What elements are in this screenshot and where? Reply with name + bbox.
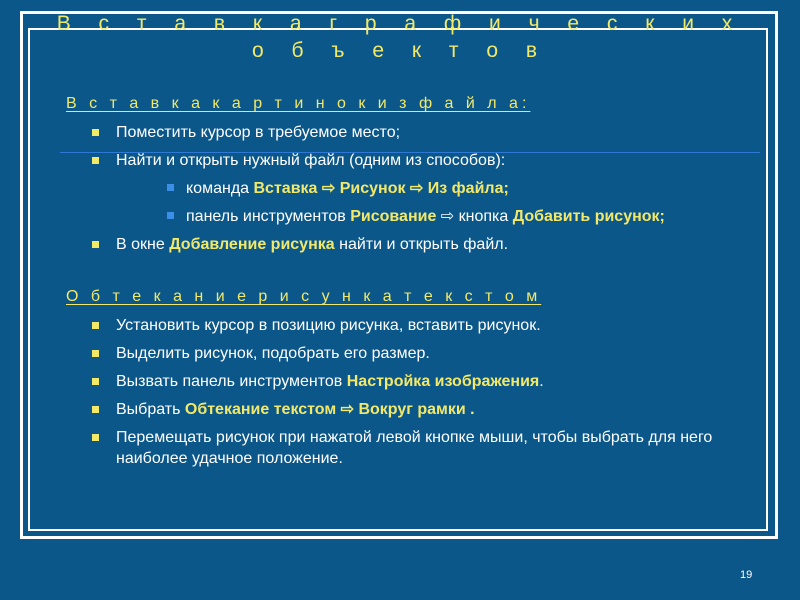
slide-title: В с т а в к а г р а ф и ч е с к и х о б ъ е к т о в bbox=[56, 12, 744, 62]
list-item: Перемещать рисунок при нажатой левой кнопке мыши, чтобы выбрать для него наиболее удачное положение. bbox=[66, 427, 726, 469]
list-item: В окне Добавление рисунка найти и открыть файл. bbox=[66, 234, 726, 255]
list-item: Вызвать панель инструментов Настройка изображения. bbox=[66, 371, 726, 392]
list-insert-steps bbox=[66, 122, 726, 255]
list-item: Установить курсор в позицию рисунка, вставить рисунок. bbox=[66, 315, 726, 336]
sublist-item: панель инструментов Рисование ⇨ кнопка Добавить рисунок; bbox=[186, 206, 726, 227]
list-wrap-steps bbox=[66, 315, 726, 469]
page-number: 19 bbox=[740, 569, 753, 581]
list-item: Поместить курсор в требуемое место; bbox=[66, 122, 726, 143]
list-item: Найти и открыть нужный файл (одним из способов): команда Вставка ⇨ Рисунок ⇨ Из файла; панель инструментов Рисование ⇨ кнопка Добавить рисунок; bbox=[66, 150, 726, 227]
list-item: Выделить рисунок, подобрать его размер. bbox=[66, 343, 726, 364]
list-item: Выбрать Обтекание текстом ⇨ Вокруг рамки . bbox=[66, 399, 726, 420]
sublist-item: команда Вставка ⇨ Рисунок ⇨ Из файла; bbox=[186, 178, 726, 199]
slide-content bbox=[66, 92, 726, 476]
section-heading-text-wrap: О б т е к а н и е р и с у н к а т е к с т о м bbox=[66, 288, 542, 305]
sublist-methods bbox=[116, 178, 726, 227]
section-heading-insert-from-file: В с т а в к а к а р т и н о к и з ф а й л а: bbox=[66, 95, 531, 112]
